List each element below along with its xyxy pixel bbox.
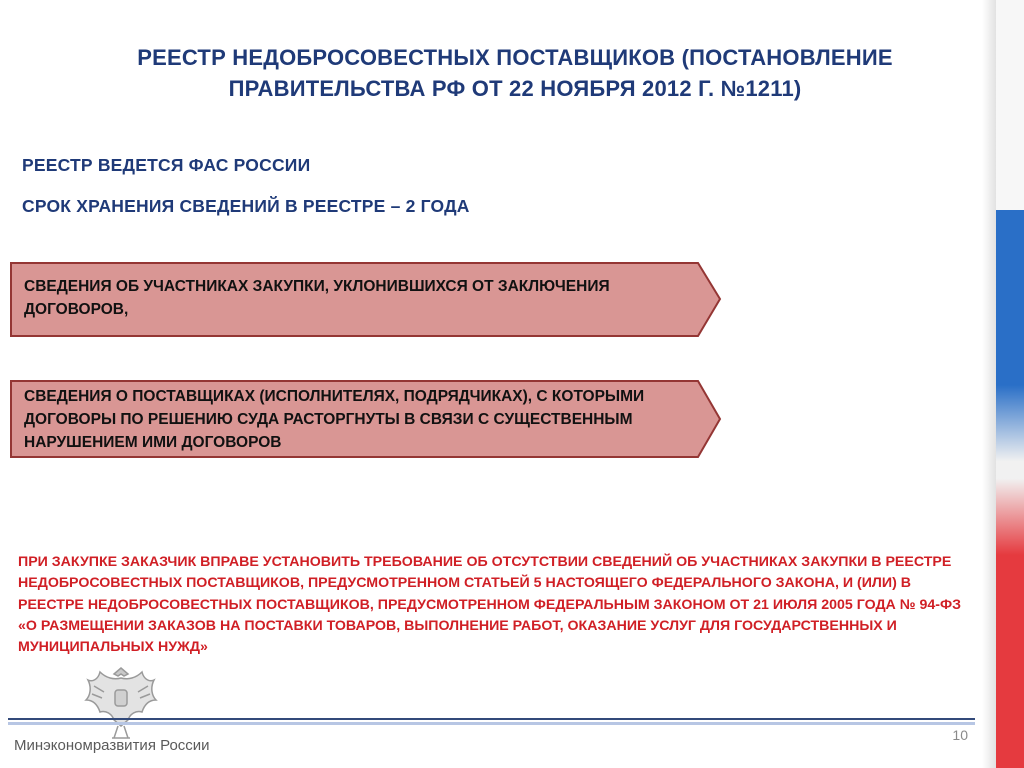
arrow-box-terminated-contracts	[10, 380, 722, 458]
slide-title: РЕЕСТР НЕДОБРОСОВЕСТНЫХ ПОСТАВЩИКОВ (ПОСТАНОВЛЕНИЕ ПРАВИТЕЛЬСТВА РФ ОТ 22 НОЯБРЯ 2012 Г. №1211)	[137, 45, 893, 101]
footer-organization-name: Минэкономразвития России	[14, 737, 210, 754]
flag-blue-stripe	[996, 210, 1024, 385]
footer-divider	[8, 718, 975, 720]
flag-transition-stripe	[996, 385, 1024, 555]
arrow-box-text: СВЕДЕНИЯ О ПОСТАВЩИКАХ (ИСПОЛНИТЕЛЯХ, ПОДРЯДЧИКАХ), С КОТОРЫМИ ДОГОВОРЫ ПО РЕШЕНИЮ СУДА РАСТОРГНУТЫ В СВЯЗИ С СУЩЕСТВЕННЫМ НАРУШЕНИЕМ ИМИ ДОГОВОРОВ	[24, 388, 645, 451]
arrow-box-text: СВЕДЕНИЯ ОБ УЧАСТНИКАХ ЗАКУПКИ, УКЛОНИВШИХСЯ ОТ ЗАКЛЮЧЕНИЯ ДОГОВОРОВ,	[24, 278, 610, 318]
registry-maintainer-text: РЕЕСТР ВЕДЕТСЯ ФАС РОССИИ	[22, 155, 311, 175]
page-number: 10	[952, 727, 968, 743]
procurement-requirement-note: ПРИ ЗАКУПКЕ ЗАКАЗЧИК ВПРАВЕ УСТАНОВИТЬ ТРЕБОВАНИЕ ОБ ОТСУТСТВИИ СВЕДЕНИЙ ОБ УЧАСТНИКАХ ЗАКУПКИ В РЕЕСТРЕ НЕДОБРОСОВЕСТНЫХ ПОСТАВЩИКОВ, ПРЕДУСМОТРЕННОМ СТАТЬЕЙ 5 НАСТОЯЩЕГО ФЕДЕРАЛЬНОГО ЗАКОНА, И (ИЛИ) В РЕЕСТРЕ НЕДОБРОСОВЕСТНЫХ ПОСТАВЩИКОВ, ПРЕДУСМОТРЕННОМ ФЕДЕРАЛЬНЫМ ЗАКОНОМ ОТ 21 ИЮЛЯ 2005 ГОДА № 94-ФЗ «О РАЗМЕЩЕНИИ ЗАКАЗОВ НА ПОСТАВКИ ТОВАРОВ, ВЫПОЛНЕНИЕ РАБОТ, ОКАЗАНИЕ УСЛУГ ДЛЯ ГОСУДАРСТВЕННЫХ И МУНИЦИПАЛЬНЫХ НУЖД»	[18, 554, 962, 656]
flag-stripes	[996, 0, 1024, 768]
double-headed-eagle-emblem-icon	[84, 666, 158, 742]
flag-red-stripe	[996, 555, 1024, 768]
arrow-box-evaders	[10, 262, 722, 337]
edge-shadow	[982, 0, 996, 768]
flag-white-stripe	[996, 0, 1024, 210]
storage-period-text: СРОК ХРАНЕНИЯ СВЕДЕНИЙ В РЕЕСТРЕ – 2 ГОДА	[22, 196, 470, 216]
footer-divider-shadow	[8, 722, 975, 725]
